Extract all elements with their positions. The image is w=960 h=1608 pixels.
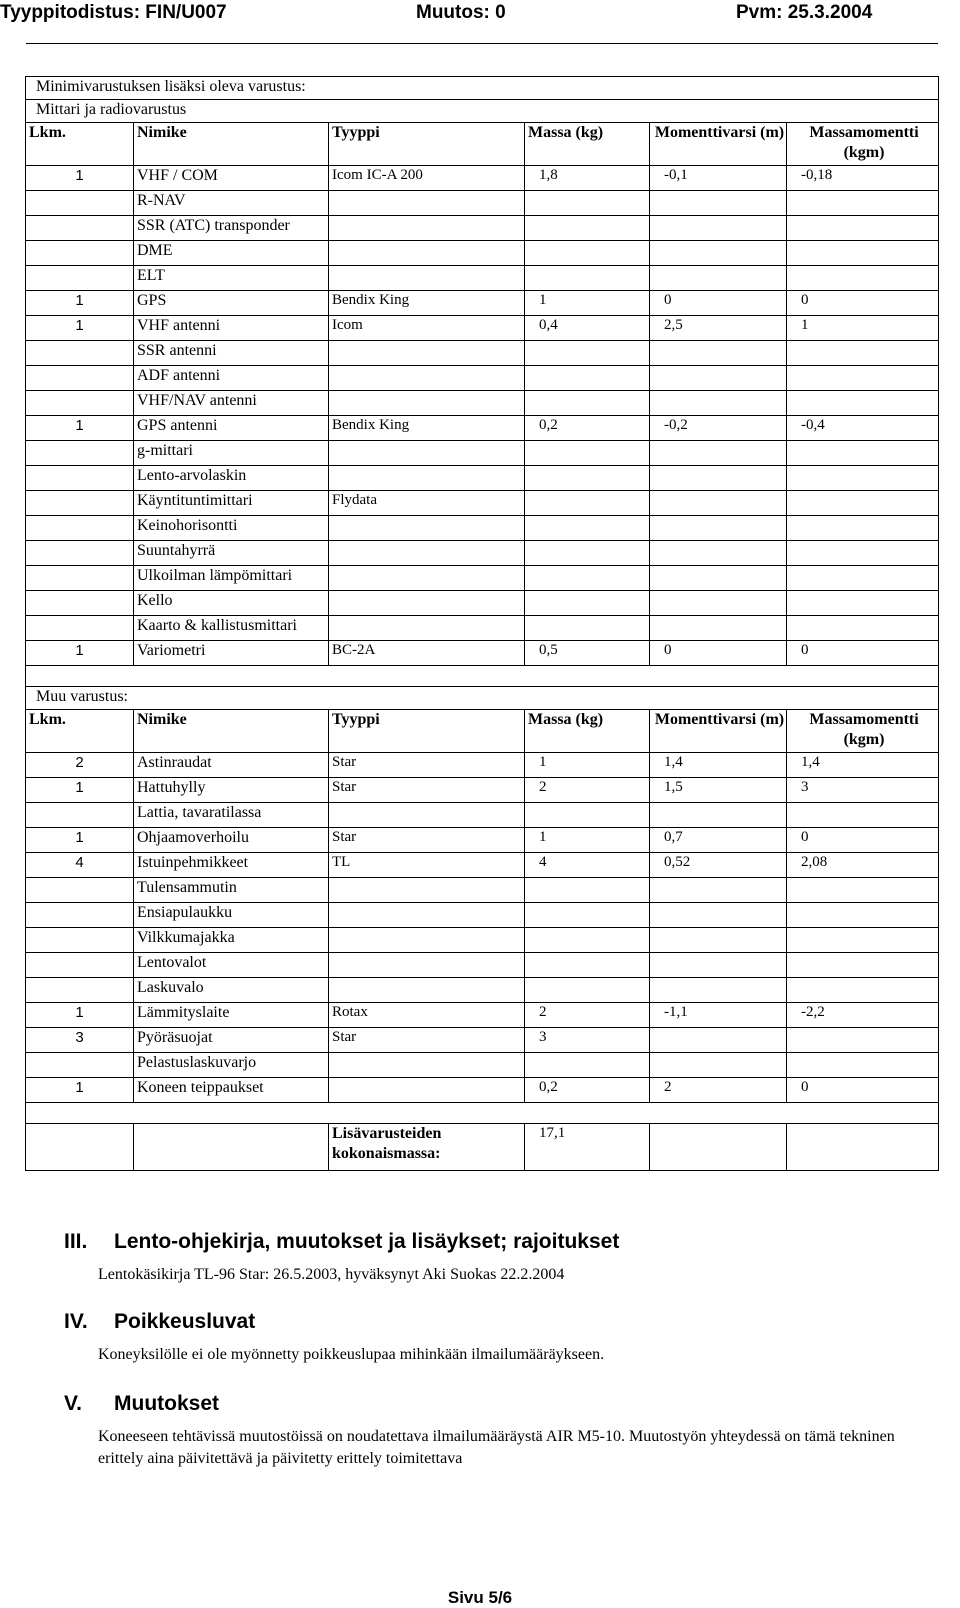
cell-mass <box>525 878 650 903</box>
cell-mass: 4 <box>525 853 650 878</box>
cell-item: Kaarto & kallistusmittari <box>134 616 329 641</box>
cell-quantity <box>26 803 134 828</box>
column-header: Massa (kg) <box>525 123 650 166</box>
table-row <box>26 953 939 978</box>
cell-item: Astinraudat <box>134 753 329 778</box>
cell-item: R-NAV <box>134 191 329 216</box>
cell-moment: 0 <box>787 291 939 316</box>
cell-moment <box>787 491 939 516</box>
table-row <box>26 1028 939 1053</box>
table-row <box>26 778 939 803</box>
cell-quantity <box>26 241 134 266</box>
cell-mass: 0,2 <box>525 1078 650 1103</box>
empty-cell <box>26 1124 134 1171</box>
cell-arm: -1,1 <box>650 1003 787 1028</box>
cell-item: Ensiapulaukku <box>134 903 329 928</box>
cell-mass: 1 <box>525 753 650 778</box>
cell-moment: -0,4 <box>787 416 939 441</box>
column-header: Nimike <box>134 710 329 753</box>
cell-type <box>329 878 525 903</box>
cell-arm <box>650 241 787 266</box>
table-row <box>26 416 939 441</box>
equipment-table-body <box>26 77 939 1171</box>
cell-quantity <box>26 516 134 541</box>
cell-mass <box>525 516 650 541</box>
cell-type <box>329 266 525 291</box>
table-row <box>26 978 939 1003</box>
cell-mass <box>525 216 650 241</box>
cell-item: Pelastuslaskuvarjo <box>134 1053 329 1078</box>
table-row <box>26 316 939 341</box>
cell-moment <box>787 978 939 1003</box>
cell-quantity <box>26 928 134 953</box>
cell-moment <box>787 591 939 616</box>
cell-mass <box>525 391 650 416</box>
equipment-intro: Minimivarustuksen lisäksi oleva varustus: <box>26 77 939 100</box>
cell-type <box>329 978 525 1003</box>
cell-moment <box>787 441 939 466</box>
column-header: Massamomentti (kgm) <box>787 123 939 166</box>
cell-type <box>329 216 525 241</box>
cell-type <box>329 391 525 416</box>
cell-type <box>329 541 525 566</box>
cell-quantity: 1 <box>26 1003 134 1028</box>
column-header: Nimike <box>134 123 329 166</box>
cell-arm: 0,52 <box>650 853 787 878</box>
column-header: Lkm. <box>26 710 134 753</box>
equipment-table <box>25 76 939 1171</box>
table-row <box>26 241 939 266</box>
cell-mass: 3 <box>525 1028 650 1053</box>
cell-item: VHF / COM <box>134 166 329 191</box>
cell-type <box>329 616 525 641</box>
cell-quantity <box>26 616 134 641</box>
cell-mass <box>525 591 650 616</box>
cell-moment: -0,18 <box>787 166 939 191</box>
cell-type <box>329 591 525 616</box>
cell-mass: 0,5 <box>525 641 650 666</box>
cell-moment <box>787 566 939 591</box>
cell-type <box>329 903 525 928</box>
table-row <box>26 878 939 903</box>
cell-quantity: 1 <box>26 416 134 441</box>
cell-item: Variometri <box>134 641 329 666</box>
cell-type <box>329 441 525 466</box>
table-row <box>26 466 939 491</box>
cell-quantity: 1 <box>26 1078 134 1103</box>
cell-item: ELT <box>134 266 329 291</box>
cell-item: Laskuvalo <box>134 978 329 1003</box>
cell-arm <box>650 341 787 366</box>
cell-item: ADF antenni <box>134 366 329 391</box>
table-row <box>26 166 939 191</box>
section-title: Poikkeusluvat <box>114 1310 256 1333</box>
cell-moment <box>787 341 939 366</box>
cell-item: Vilkkumajakka <box>134 928 329 953</box>
table-row <box>26 216 939 241</box>
cell-quantity <box>26 591 134 616</box>
cell-item: Lentovalot <box>134 953 329 978</box>
spacer-cell <box>26 666 939 687</box>
table-row <box>26 491 939 516</box>
cell-item: SSR (ATC) transponder <box>134 216 329 241</box>
cell-mass <box>525 191 650 216</box>
header-divider <box>26 43 938 44</box>
cell-item: Suuntahyrrä <box>134 541 329 566</box>
cell-arm <box>650 978 787 1003</box>
document-date: Pvm: 25.3.2004 <box>736 2 873 23</box>
cell-mass <box>525 366 650 391</box>
cell-mass <box>525 441 650 466</box>
cell-type <box>329 803 525 828</box>
cell-quantity <box>26 953 134 978</box>
radio-group-title: Mittari ja radiovarustus <box>26 100 939 123</box>
cell-item: Lento-arvolaskin <box>134 466 329 491</box>
cell-moment <box>787 541 939 566</box>
cell-quantity <box>26 341 134 366</box>
cell-quantity <box>26 391 134 416</box>
cell-item: GPS antenni <box>134 416 329 441</box>
cell-type: BC-2A <box>329 641 525 666</box>
cell-arm <box>650 541 787 566</box>
table-row <box>26 1053 939 1078</box>
cell-arm: 0 <box>650 291 787 316</box>
cell-mass: 2 <box>525 778 650 803</box>
cell-arm: 0,7 <box>650 828 787 853</box>
column-header: Momenttivarsi (m) <box>650 710 787 753</box>
cell-quantity <box>26 491 134 516</box>
table-row <box>26 366 939 391</box>
cell-type: Rotax <box>329 1003 525 1028</box>
cell-quantity <box>26 878 134 903</box>
column-header: Tyyppi <box>329 123 525 166</box>
cell-item: Keinohorisontti <box>134 516 329 541</box>
cell-item: VHF antenni <box>134 316 329 341</box>
cell-moment: 1,4 <box>787 753 939 778</box>
cell-quantity <box>26 1053 134 1078</box>
cell-moment <box>787 216 939 241</box>
section-body: Koneyksilölle ei ole myönnetty poikkeuslupaa mihinkään ilmailumääräykseen. <box>98 1346 605 1363</box>
cell-arm <box>650 216 787 241</box>
cell-moment <box>787 1053 939 1078</box>
cell-type: Flydata <box>329 491 525 516</box>
cell-arm <box>650 1028 787 1053</box>
cell-moment <box>787 516 939 541</box>
cell-mass <box>525 928 650 953</box>
cell-item: GPS <box>134 291 329 316</box>
cell-arm: 2 <box>650 1078 787 1103</box>
cell-item: SSR antenni <box>134 341 329 366</box>
section-number: V. <box>64 1392 82 1415</box>
empty-cell <box>134 1124 329 1171</box>
cell-quantity: 1 <box>26 291 134 316</box>
table-row <box>26 541 939 566</box>
cell-arm <box>650 441 787 466</box>
cell-moment: 1 <box>787 316 939 341</box>
cell-type <box>329 516 525 541</box>
cell-moment <box>787 928 939 953</box>
cell-quantity: 1 <box>26 166 134 191</box>
cell-arm <box>650 266 787 291</box>
total-value: 17,1 <box>525 1124 650 1171</box>
cell-quantity <box>26 466 134 491</box>
cell-mass <box>525 341 650 366</box>
cell-moment <box>787 241 939 266</box>
cell-arm <box>650 878 787 903</box>
cell-arm: -0,2 <box>650 416 787 441</box>
cell-arm <box>650 516 787 541</box>
cell-moment <box>787 616 939 641</box>
cell-quantity: 2 <box>26 753 134 778</box>
cell-quantity <box>26 191 134 216</box>
table-row <box>26 853 939 878</box>
cell-type: Icom IC-A 200 <box>329 166 525 191</box>
cell-item: Ohjaamoverhoilu <box>134 828 329 853</box>
cell-moment: 2,08 <box>787 853 939 878</box>
cell-mass <box>525 803 650 828</box>
cell-item: g-mittari <box>134 441 329 466</box>
cell-moment <box>787 191 939 216</box>
cell-moment: 0 <box>787 828 939 853</box>
total-label: Lisävarusteiden kokonaismassa: <box>329 1124 525 1171</box>
column-header: Lkm. <box>26 123 134 166</box>
cell-quantity <box>26 216 134 241</box>
cell-mass <box>525 566 650 591</box>
cell-item: Koneen teippaukset <box>134 1078 329 1103</box>
column-header: Momenttivarsi (m) <box>650 123 787 166</box>
column-header: Massa (kg) <box>525 710 650 753</box>
cell-item: VHF/NAV antenni <box>134 391 329 416</box>
table-row <box>26 291 939 316</box>
cell-mass: 1 <box>525 291 650 316</box>
cell-type: Star <box>329 1028 525 1053</box>
cell-type <box>329 466 525 491</box>
cell-type <box>329 341 525 366</box>
cell-arm <box>650 803 787 828</box>
table-row <box>26 591 939 616</box>
cell-quantity <box>26 978 134 1003</box>
table-header-row <box>26 123 939 166</box>
cell-item: Kello <box>134 591 329 616</box>
cell-item: Tulensammutin <box>134 878 329 903</box>
table-row <box>26 341 939 366</box>
cell-arm <box>650 928 787 953</box>
cell-mass: 0,2 <box>525 416 650 441</box>
cell-item: Ulkoilman lämpömittari <box>134 566 329 591</box>
table-row <box>26 828 939 853</box>
table-row <box>26 191 939 216</box>
cell-mass <box>525 241 650 266</box>
cell-item: Istuinpehmikkeet <box>134 853 329 878</box>
section-number: IV. <box>64 1310 88 1333</box>
cell-type: TL <box>329 853 525 878</box>
section-title: Muutokset <box>114 1392 219 1415</box>
cell-quantity <box>26 903 134 928</box>
other-group-row <box>26 687 939 710</box>
cell-quantity: 1 <box>26 316 134 341</box>
cell-moment <box>787 366 939 391</box>
section-number: III. <box>64 1230 88 1253</box>
cell-quantity: 1 <box>26 641 134 666</box>
table-row <box>26 928 939 953</box>
cell-type <box>329 191 525 216</box>
cell-arm: 2,5 <box>650 316 787 341</box>
cell-mass <box>525 903 650 928</box>
cell-type <box>329 1078 525 1103</box>
cell-quantity: 1 <box>26 828 134 853</box>
cell-moment: 0 <box>787 641 939 666</box>
column-header: Massamomentti (kgm) <box>787 710 939 753</box>
cell-mass <box>525 978 650 1003</box>
table-row <box>26 1003 939 1028</box>
cell-item: Käyntituntimittari <box>134 491 329 516</box>
column-header: Tyyppi <box>329 710 525 753</box>
cell-mass <box>525 616 650 641</box>
cell-arm <box>650 1053 787 1078</box>
cell-arm <box>650 616 787 641</box>
cell-type <box>329 1053 525 1078</box>
empty-cell <box>787 1124 939 1171</box>
cell-type <box>329 566 525 591</box>
cell-item: Lattia, tavaratilassa <box>134 803 329 828</box>
cell-mass <box>525 953 650 978</box>
spacer-row <box>26 666 939 687</box>
cell-moment <box>787 466 939 491</box>
table-row <box>26 566 939 591</box>
cell-type: Bendix King <box>329 291 525 316</box>
cell-item: DME <box>134 241 329 266</box>
table-row <box>26 391 939 416</box>
cell-quantity <box>26 541 134 566</box>
cell-mass <box>525 466 650 491</box>
cell-arm: -0,1 <box>650 166 787 191</box>
cell-arm: 0 <box>650 641 787 666</box>
revision-number: Muutos: 0 <box>416 2 506 23</box>
cell-arm <box>650 466 787 491</box>
cell-item: Pyöräsuojat <box>134 1028 329 1053</box>
cell-moment: 0 <box>787 1078 939 1103</box>
table-row <box>26 616 939 641</box>
cell-item: Hattuhylly <box>134 778 329 803</box>
page-header <box>0 0 960 28</box>
cell-arm <box>650 566 787 591</box>
table-row <box>26 516 939 541</box>
cell-moment: 3 <box>787 778 939 803</box>
table-row <box>26 753 939 778</box>
cell-arm: 1,5 <box>650 778 787 803</box>
cell-arm <box>650 366 787 391</box>
section-body: Koneeseen tehtävissä muutostöissä on noudatettava ilmailumääräystä AIR M5-10. Muutostyön yhteydessä on tämä tekninen erittely aina päivitettävä ja päivitetty erittely toimitettava <box>98 1428 895 1467</box>
cell-type: Star <box>329 753 525 778</box>
cell-moment <box>787 953 939 978</box>
cell-type <box>329 241 525 266</box>
other-group-title: Muu varustus: <box>26 687 939 710</box>
cell-mass <box>525 541 650 566</box>
cell-mass <box>525 491 650 516</box>
cell-quantity: 1 <box>26 778 134 803</box>
table-row <box>26 1078 939 1103</box>
section-body: Lentokäsikirja TL-96 Star: 26.5.2003, hyväksynyt Aki Suokas 22.2.2004 <box>98 1266 565 1283</box>
cell-type: Star <box>329 828 525 853</box>
cell-quantity <box>26 266 134 291</box>
cell-quantity <box>26 366 134 391</box>
total-row <box>26 1124 939 1171</box>
cell-moment <box>787 1028 939 1053</box>
cell-type <box>329 953 525 978</box>
cell-type: Star <box>329 778 525 803</box>
cell-arm <box>650 491 787 516</box>
cell-arm <box>650 903 787 928</box>
cell-arm <box>650 191 787 216</box>
certificate-number: Tyyppitodistus: FIN/U007 <box>0 2 227 23</box>
spacer-cell <box>26 1103 939 1124</box>
cell-arm <box>650 953 787 978</box>
cell-type: Bendix King <box>329 416 525 441</box>
table-row <box>26 903 939 928</box>
cell-arm: 1,4 <box>650 753 787 778</box>
cell-moment <box>787 878 939 903</box>
table-row <box>26 641 939 666</box>
cell-arm <box>650 591 787 616</box>
cell-moment <box>787 803 939 828</box>
cell-moment <box>787 391 939 416</box>
cell-moment <box>787 903 939 928</box>
cell-mass: 1,8 <box>525 166 650 191</box>
cell-mass <box>525 1053 650 1078</box>
cell-type: Icom <box>329 316 525 341</box>
cell-quantity <box>26 441 134 466</box>
cell-type <box>329 366 525 391</box>
table-row <box>26 803 939 828</box>
cell-mass <box>525 266 650 291</box>
table-row <box>26 441 939 466</box>
cell-quantity <box>26 566 134 591</box>
cell-moment <box>787 266 939 291</box>
cell-moment: -2,2 <box>787 1003 939 1028</box>
table-row <box>26 266 939 291</box>
cell-type <box>329 928 525 953</box>
spacer-row <box>26 1103 939 1124</box>
table-header-row <box>26 710 939 753</box>
section-title: Lento-ohjekirja, muutokset ja lisäykset; rajoitukset <box>114 1230 620 1253</box>
cell-quantity: 4 <box>26 853 134 878</box>
cell-mass: 2 <box>525 1003 650 1028</box>
cell-mass: 1 <box>525 828 650 853</box>
cell-quantity: 3 <box>26 1028 134 1053</box>
cell-mass: 0,4 <box>525 316 650 341</box>
empty-cell <box>650 1124 787 1171</box>
page-number: Sivu 5/6 <box>447 1588 513 1607</box>
cell-item: Lämmityslaite <box>134 1003 329 1028</box>
cell-arm <box>650 391 787 416</box>
